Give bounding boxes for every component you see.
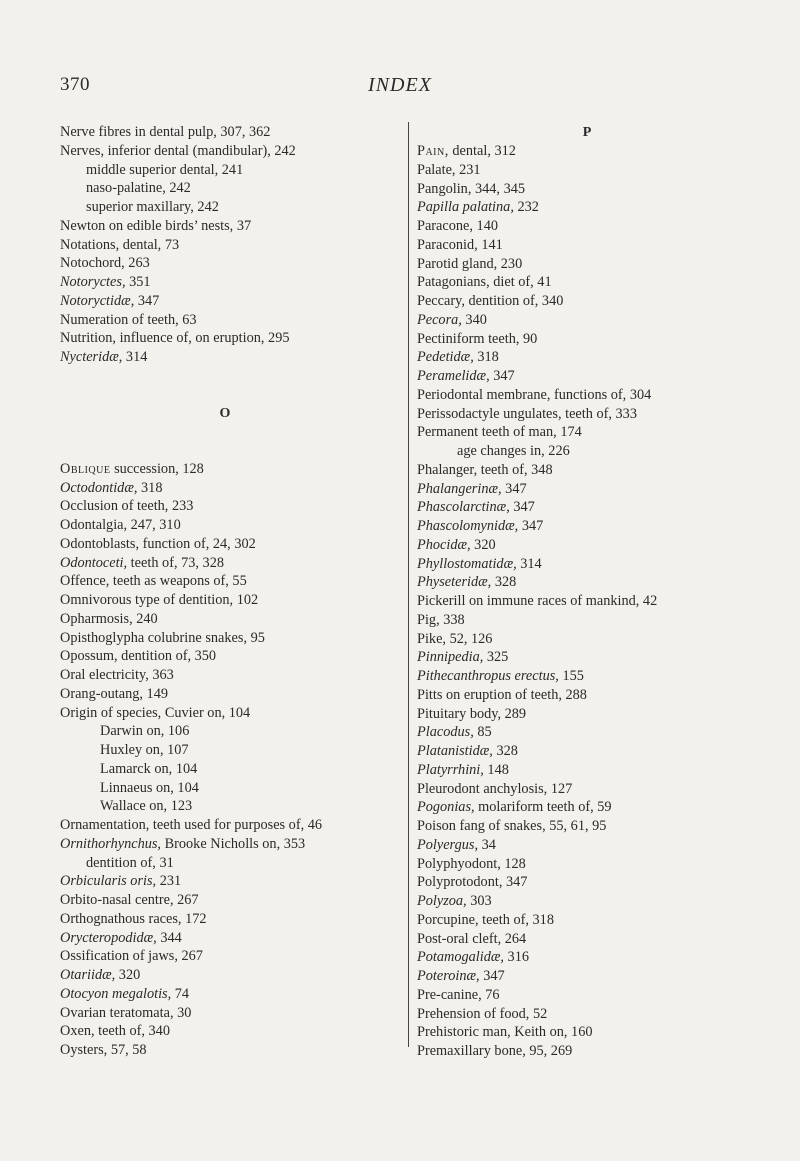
index-term: Pedetidæ, bbox=[417, 349, 474, 366]
index-term: Phascolomynidæ, bbox=[417, 518, 519, 534]
index-term: Orbicularis oris, bbox=[60, 873, 157, 890]
index-column-left bbox=[60, 123, 390, 1060]
index-entry: Ossification of jaws, 267 bbox=[60, 948, 203, 965]
index-entry: Polyphyodont, 128 bbox=[417, 855, 526, 872]
index-term: Orycteropodidæ, bbox=[60, 929, 157, 946]
index-pages: 148 bbox=[483, 761, 509, 778]
index-entry: Ovarian teratomata, 30 bbox=[60, 1004, 192, 1021]
index-pages: 314 bbox=[516, 555, 542, 572]
index-entry: Premaxillary bone, 95, 269 bbox=[417, 1043, 573, 1059]
index-entry bbox=[417, 948, 757, 967]
index-pages: teeth of, 73, 328 bbox=[127, 554, 224, 571]
index-entry bbox=[417, 555, 757, 574]
index-pages: 347 bbox=[501, 480, 527, 497]
index-term: Octodontidæ, bbox=[60, 479, 138, 496]
index-term: Phascolarctinæ, bbox=[417, 499, 510, 516]
index-entry bbox=[417, 573, 757, 592]
index-entry bbox=[60, 460, 390, 479]
index-pages: 34 bbox=[478, 836, 496, 853]
index-entry bbox=[417, 517, 757, 536]
index-pages: 231 bbox=[156, 873, 182, 890]
index-term: Phocidæ, bbox=[417, 536, 471, 553]
index-entry bbox=[60, 348, 390, 367]
index-pages: 328 bbox=[492, 743, 518, 759]
index-pages: molariform teeth of, 59 bbox=[474, 799, 612, 816]
index-entry bbox=[417, 198, 757, 217]
index-entry bbox=[417, 536, 757, 555]
index-term: Poteroinæ, bbox=[417, 968, 480, 984]
index-entry bbox=[417, 761, 757, 780]
index-entry bbox=[60, 554, 390, 573]
index-entry: Odontoblasts, function of, 24, 302 bbox=[60, 535, 256, 552]
index-term: Notoryctes, bbox=[60, 274, 126, 290]
index-entry bbox=[60, 872, 390, 891]
index-entry: Oxen, teeth of, 340 bbox=[60, 1023, 170, 1040]
index-pages: 351 bbox=[125, 274, 151, 290]
index-pages: 328 bbox=[491, 574, 517, 591]
index-term: Polyergus, bbox=[417, 836, 479, 853]
index-column-right bbox=[417, 123, 757, 1061]
index-pages: 74 bbox=[171, 985, 190, 1002]
index-entry: Oysters, 57, 58 bbox=[60, 1042, 147, 1058]
index-pages: 316 bbox=[503, 949, 530, 966]
index-entry: Numeration of teeth, 63 bbox=[60, 311, 197, 328]
index-entry bbox=[417, 498, 757, 517]
index-subentry: Lamarck on, 104 bbox=[100, 760, 198, 777]
index-pages: succession, 128 bbox=[110, 460, 204, 477]
index-pages: 303 bbox=[466, 893, 492, 909]
index-entry: Pituitary body, 289 bbox=[417, 705, 527, 722]
index-entry: Polyprotodont, 347 bbox=[417, 874, 528, 891]
index-term: Peramelidæ, bbox=[417, 368, 490, 384]
index-pages: 155 bbox=[558, 668, 584, 684]
index-entry: Newton on edible birds’ nests, 37 bbox=[60, 217, 252, 234]
index-entry: Orthognathous races, 172 bbox=[60, 910, 207, 927]
index-term: Pogonias, bbox=[417, 799, 475, 816]
index-subentry: middle superior dental, 241 bbox=[86, 161, 244, 178]
index-pages: 325 bbox=[483, 649, 509, 666]
index-entry: Offence, teeth as weapons of, 55 bbox=[60, 573, 247, 590]
index-entry: Origin of species, Cuvier on, 104 bbox=[60, 704, 251, 721]
index-term: Platyrrhini, bbox=[417, 761, 484, 778]
index-term: Pithecanthropus erectus, bbox=[417, 668, 559, 684]
index-entry bbox=[60, 835, 390, 854]
index-term: Platanistidæ, bbox=[417, 743, 493, 759]
index-entry: Phalanger, teeth of, 348 bbox=[417, 461, 553, 478]
index-entry: Odontalgia, 247, 310 bbox=[60, 517, 181, 533]
index-entry bbox=[417, 798, 757, 817]
index-entry: Notations, dental, 73 bbox=[60, 236, 180, 253]
index-entry bbox=[417, 480, 757, 499]
index-entry: Pig, 338 bbox=[417, 611, 465, 628]
index-entry bbox=[417, 311, 757, 330]
index-subentry: age changes in, 226 bbox=[457, 443, 570, 459]
index-entry: Pangolin, 344, 345 bbox=[417, 180, 526, 197]
index-pages: 347 bbox=[479, 968, 505, 984]
index-subentry: superior maxillary, 242 bbox=[86, 199, 219, 215]
running-head: INDEX bbox=[368, 74, 432, 96]
index-entry: Patagonians, diet of, 41 bbox=[417, 274, 552, 291]
index-pages: 347 bbox=[134, 292, 160, 309]
index-entry bbox=[417, 892, 757, 911]
index-term: Polyzoa, bbox=[417, 893, 467, 909]
index-subentry: Linnaeus on, 104 bbox=[100, 779, 199, 796]
page-number: 370 bbox=[60, 74, 90, 95]
index-entry: Opisthoglypha colubrine snakes, 95 bbox=[60, 629, 265, 646]
index-term: Pecora, bbox=[417, 311, 462, 328]
index-entry bbox=[417, 142, 757, 161]
index-term: Papilla palatina, bbox=[417, 199, 514, 216]
index-entry: Orang-outang, 149 bbox=[60, 685, 168, 702]
index-entry: Pleurodont anchylosis, 127 bbox=[417, 780, 573, 797]
index-entry bbox=[417, 723, 757, 742]
index-entry: Notochord, 263 bbox=[60, 255, 150, 272]
index-entry: Paracone, 140 bbox=[417, 218, 498, 234]
index-entry: Post-oral cleft, 264 bbox=[417, 930, 527, 947]
index-entry: Pectiniform teeth, 90 bbox=[417, 330, 538, 347]
index-entry bbox=[60, 292, 390, 311]
index-entry bbox=[60, 273, 390, 292]
index-pages: 340 bbox=[461, 311, 487, 328]
index-entry: Palate, 231 bbox=[417, 161, 481, 178]
index-pages: 318 bbox=[473, 349, 499, 366]
index-term: Otocyon megalotis, bbox=[60, 985, 172, 1002]
index-pages: 318 bbox=[137, 479, 163, 496]
index-entry: Parotid gland, 230 bbox=[417, 255, 523, 272]
index-pages: 344 bbox=[156, 929, 182, 946]
index-subentry: Darwin on, 106 bbox=[100, 723, 190, 740]
index-entry: Porcupine, teeth of, 318 bbox=[417, 911, 554, 928]
index-entry bbox=[417, 348, 757, 367]
index-term: Pinnipedia, bbox=[417, 649, 484, 666]
index-entry bbox=[60, 966, 390, 985]
index-subentry: Wallace on, 123 bbox=[100, 798, 193, 815]
index-entry: Prehistoric man, Keith on, 160 bbox=[417, 1024, 593, 1041]
index-term: Notoryctidæ, bbox=[60, 292, 135, 309]
index-entry: Occlusion of teeth, 233 bbox=[60, 498, 194, 515]
index-entry: Nerve fibres in dental pulp, 307, 362 bbox=[60, 124, 271, 140]
index-term: Odontoceti, bbox=[60, 554, 128, 571]
index-entry bbox=[417, 648, 757, 667]
index-pages: 320 bbox=[115, 967, 141, 983]
index-term: Ornithorhynchus, bbox=[60, 835, 162, 852]
index-entry: Pre-canine, 76 bbox=[417, 986, 500, 1003]
index-entry: Periodontal membrane, functions of, 304 bbox=[417, 386, 652, 403]
section-letter-p: P bbox=[582, 125, 592, 140]
index-term: Physeteridæ, bbox=[417, 574, 492, 591]
index-pages: 314 bbox=[122, 349, 148, 365]
index-term: Pain, bbox=[417, 143, 449, 159]
index-entry: Omnivorous type of dentition, 102 bbox=[60, 592, 259, 608]
index-subentry: Huxley on, 107 bbox=[100, 742, 189, 758]
index-subentry: dentition of, 31 bbox=[86, 854, 174, 871]
index-pages: dental, 312 bbox=[448, 143, 516, 159]
index-entry: Orbito-nasal centre, 267 bbox=[60, 892, 199, 908]
index-entry: Pike, 52, 126 bbox=[417, 630, 493, 647]
index-term: Oblique bbox=[60, 460, 111, 477]
index-entry bbox=[60, 985, 390, 1004]
index-entry bbox=[417, 967, 757, 986]
index-entry: Permanent teeth of man, 174 bbox=[417, 424, 582, 441]
index-entry bbox=[417, 367, 757, 386]
index-subentry: naso-palatine, 242 bbox=[86, 180, 191, 197]
section-letter-o: O bbox=[219, 405, 231, 421]
index-term: Otariidæ, bbox=[60, 967, 116, 983]
index-entry: Opharmosis, 240 bbox=[60, 610, 158, 627]
index-entry: Ornamentation, teeth used for purposes of, 46 bbox=[60, 817, 323, 833]
index-entry: Poison fang of snakes, 55, 61, 95 bbox=[417, 818, 607, 834]
index-pages: 85 bbox=[473, 724, 492, 741]
index-entry bbox=[417, 836, 757, 855]
index-entry bbox=[417, 667, 757, 686]
index-entry: Oral electricity, 363 bbox=[60, 667, 174, 683]
index-pages: 347 bbox=[509, 499, 535, 516]
index-term: Phyllostomatidæ, bbox=[417, 555, 517, 572]
index-term: Phalangerinæ, bbox=[417, 480, 502, 497]
index-entry: Opossum, dentition of, 350 bbox=[60, 648, 217, 665]
index-entry: Prehension of food, 52 bbox=[417, 1005, 548, 1022]
index-pages: 347 bbox=[489, 368, 515, 384]
index-term: Nycteridæ, bbox=[60, 349, 123, 365]
index-term: Placodus, bbox=[417, 724, 474, 741]
index-entry: Pitts on eruption of teeth, 288 bbox=[417, 686, 587, 703]
index-pages: 347 bbox=[518, 518, 544, 534]
index-entry: Nerves, inferior dental (mandibular), 242 bbox=[60, 142, 296, 159]
index-entry bbox=[417, 742, 757, 761]
index-term: Potamogalidæ, bbox=[417, 949, 504, 966]
index-entry: Peccary, dentition of, 340 bbox=[417, 293, 564, 309]
index-entry: Nutrition, influence of, on eruption, 295 bbox=[60, 330, 290, 347]
index-entry: Pickerill on immune races of mankind, 42 bbox=[417, 593, 658, 609]
index-pages: 320 bbox=[470, 536, 496, 553]
index-entry: Perissodactyle ungulates, teeth of, 333 bbox=[417, 405, 637, 422]
index-entry: Paraconid, 141 bbox=[417, 236, 503, 253]
index-entry bbox=[60, 929, 390, 948]
column-divider bbox=[408, 122, 409, 1047]
index-pages: Brooke Nicholls on, 353 bbox=[161, 835, 306, 852]
index-pages: 232 bbox=[513, 199, 539, 216]
index-entry bbox=[60, 479, 390, 498]
